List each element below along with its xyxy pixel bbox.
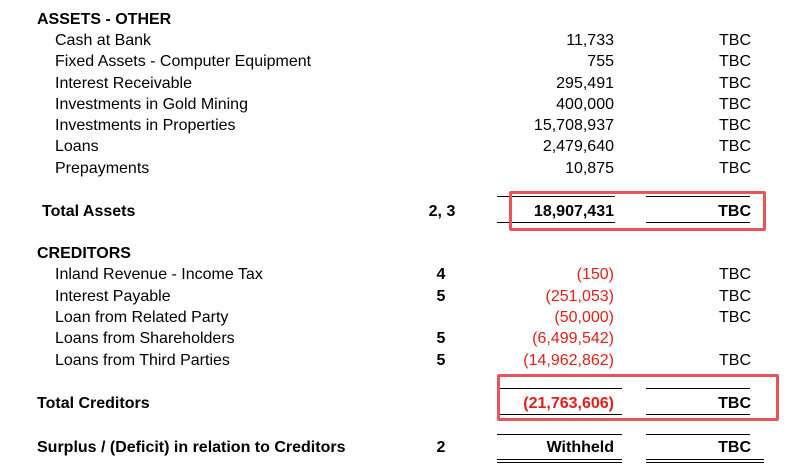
creditor-value: (14,962,862) (523, 352, 614, 369)
asset-label: Investments in Properties (55, 117, 236, 134)
asset-value: 295,491 (556, 75, 614, 92)
asset-value: 755 (587, 53, 614, 70)
asset-value: 400,000 (556, 96, 614, 113)
asset-status: TBC (719, 32, 751, 49)
asset-label: Loans (55, 138, 99, 155)
asset-status: TBC (719, 53, 751, 70)
total-assets-label: Total Assets (42, 203, 136, 220)
creditor-label: Loan from Related Party (55, 309, 229, 326)
surplus-note: 2 (436, 439, 446, 456)
asset-label: Interest Receivable (55, 75, 192, 92)
surplus-value: Withheld (546, 439, 614, 456)
total-assets-highlight-box (509, 191, 766, 231)
surplus-rule (646, 434, 750, 435)
asset-value: 2,479,640 (542, 138, 614, 155)
asset-status: TBC (719, 160, 751, 177)
asset-label: Cash at Bank (55, 32, 152, 49)
asset-value: 11,733 (566, 32, 614, 49)
creditor-note: 5 (436, 352, 446, 369)
creditor-label: Loans from Third Parties (55, 352, 230, 369)
creditor-value: (251,053) (545, 288, 614, 305)
creditor-value: (150) (576, 266, 614, 283)
creditor-note: 5 (436, 288, 446, 305)
total-creditors-value: (21,763,606) (523, 395, 614, 412)
creditors-heading: CREDITORS (37, 245, 131, 262)
total-creditors-label: Total Creditors (37, 395, 150, 412)
creditor-status: TBC (719, 266, 751, 283)
creditor-value: (6,499,542) (532, 330, 614, 347)
asset-value: 15,708,937 (533, 117, 614, 134)
creditor-label: Loans from Shareholders (55, 330, 235, 347)
assets-heading: ASSETS - OTHER (37, 11, 172, 28)
surplus-rule (497, 434, 622, 435)
asset-status: TBC (719, 96, 751, 113)
surplus-double-rule (497, 459, 622, 463)
creditor-label: Interest Payable (55, 288, 171, 305)
surplus-status: TBC (718, 439, 751, 456)
asset-value: 10,875 (565, 160, 614, 177)
surplus-label: Surplus / (Deficit) in relation to Creditors (37, 439, 346, 456)
asset-status: TBC (719, 75, 751, 92)
asset-status: TBC (719, 138, 751, 155)
surplus-double-rule (646, 459, 764, 463)
asset-label: Prepayments (55, 160, 150, 177)
creditor-status: TBC (719, 352, 751, 369)
total-creditors-highlight-box (497, 374, 779, 421)
total-assets-status: TBC (718, 203, 751, 220)
creditor-label: Inland Revenue - Income Tax (55, 266, 263, 283)
total-assets-value: 18,907,431 (533, 203, 614, 220)
total-assets-note: 2, 3 (428, 203, 456, 220)
creditor-value: (50,000) (554, 309, 614, 326)
total-creditors-status: TBC (718, 395, 751, 412)
creditor-note: 4 (436, 266, 446, 283)
asset-label: Investments in Gold Mining (55, 96, 248, 113)
asset-status: TBC (719, 117, 751, 134)
creditor-note: 5 (436, 330, 446, 347)
creditor-status: TBC (719, 309, 751, 326)
creditor-status: TBC (719, 288, 751, 305)
asset-label: Fixed Assets - Computer Equipment (55, 53, 312, 70)
